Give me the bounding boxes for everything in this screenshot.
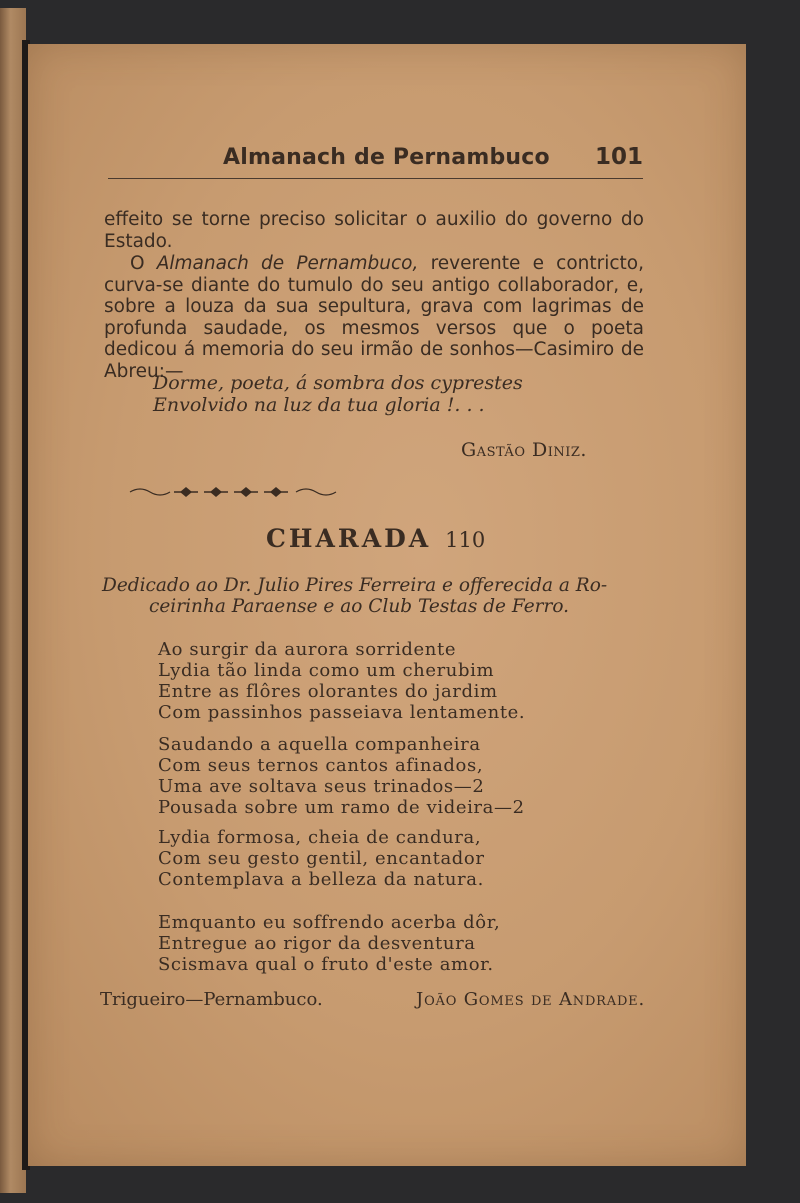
dedication (102, 575, 647, 617)
book-page (28, 44, 746, 1166)
charada-title: CHARADA (266, 524, 432, 553)
verse-line-1: Dorme, poeta, á sombra dos cyprestes (153, 372, 523, 394)
stanza-3 (158, 827, 485, 890)
poem-line: Lydia formosa, cheia de candura, (158, 827, 482, 848)
paragraph-2 (104, 253, 644, 382)
signature-footer (100, 989, 645, 1010)
poem-line: Com seus ternos cantos afinados, (158, 755, 484, 776)
poem-line: Emquanto eu soffrendo acerba dôr, (158, 912, 501, 933)
header-rule (108, 178, 643, 179)
paragraph-2-rest: reverente e contricto, curva-se diante do tumulo do seu antigo collaborador, e, sobre a louza da sua sepultura, grava com lagrimas de profunda saudade, os mesmos versos que o poeta dedicou á memoria do seu irmão de sonhos—Casimiro de Abreu:— (104, 253, 644, 382)
charada-number: 110 (445, 528, 486, 552)
dedication-line-2: ceirinha Paraense e ao Club Testas de Ferro. (149, 596, 570, 617)
paragraph-1: effeito se torne preciso solicitar o auxilio do governo do Estado. (104, 209, 644, 252)
running-header (223, 144, 643, 176)
stanza-1 (158, 639, 525, 723)
charada-heading (266, 524, 485, 553)
poem-line: Lydia tão linda como um cherubim (158, 660, 495, 681)
poem-line: Entregue ao rigor da desventura (158, 933, 476, 954)
poem-line: Com passinhos passeiava lentamente. (158, 702, 526, 723)
stanza-2 (158, 734, 525, 818)
paragraph-2-prefix: O (130, 253, 157, 274)
poem-line: Uma ave soltava seus trinados—2 (158, 776, 485, 797)
poem-line: Pousada sobre um ramo de videira—2 (158, 797, 525, 818)
verse-line-2: Envolvido na luz da tua gloria !. . . (153, 394, 485, 416)
paragraph-2-italic: Almanach de Pernambuco, (156, 253, 419, 274)
header-title: Almanach de Pernambuco (223, 145, 550, 170)
poem-line: Ao surgir da aurora sorridente (158, 639, 457, 660)
author-signature-2: João Gomes de Andrade. (416, 989, 645, 1010)
poem-line: Contemplava a belleza da natura. (158, 869, 484, 890)
page-number: 101 (594, 144, 643, 170)
footer-place: Trigueiro—Pernambuco. (100, 989, 323, 1010)
ornament-divider (128, 484, 348, 500)
poem-line: Com seu gesto gentil, encantador (158, 848, 485, 869)
poem-line: Saudando a aquella companheira (158, 734, 481, 755)
dedication-line-1: Dedicado ao Dr. Julio Pires Ferreira e offerecida a Ro- (102, 575, 608, 596)
author-signature-1: Gastão Diniz. (461, 439, 587, 461)
poem-line: Entre as flôres olorantes do jardim (158, 681, 498, 702)
stanza-4 (158, 912, 500, 975)
poem-line: Scismava qual o fruto d'este amor. (158, 954, 494, 975)
